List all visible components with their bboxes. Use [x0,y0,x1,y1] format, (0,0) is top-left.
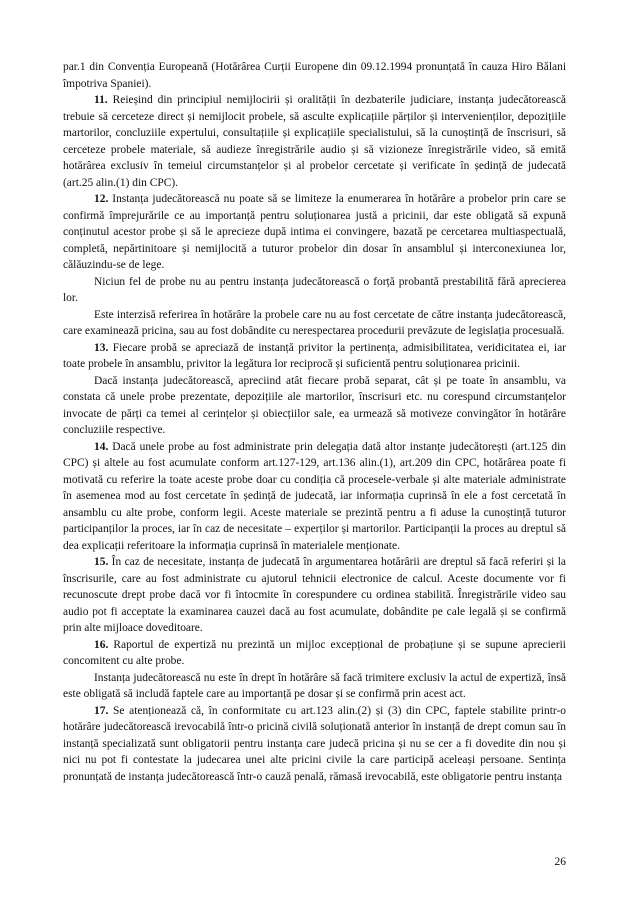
page-number: 26 [554,856,566,868]
paragraph-number: 11. [94,94,108,106]
paragraph-number: 14. [94,440,109,453]
paragraph [63,92,566,191]
paragraph-number: 12. [94,193,109,205]
paragraph-number: 15. [94,556,109,568]
paragraph [63,554,566,637]
paragraph [63,373,566,439]
paragraph-text: În caz de necesitate, instanța de judecată în argumentarea hotărârii are dreptul să facă referiri și la înscrisurile, care au fost administrate cu ajutorul tehnicii electronice de calcul. Aceste documente vor fi recunoscute drept probe dacă vor fi întocmite în corespundere cu ordinea stabilită. Înregistrările video sau audio pot fi acceptate la examinarea cauzei dacă au fost acumulate, dobândite pe cale legală și se confirmă prin alte mijloace doveditoare. [63,556,566,634]
paragraph [63,307,566,340]
paragraph-text: par.1 din Convenția Europeană (Hotărârea Curții Europene din 09.12.1994 pronunțată în cauza Hiro Bălani împotriva Spaniei). [63,61,566,90]
paragraph-number: 13. [94,341,109,354]
paragraph [63,439,566,555]
paragraph [63,191,566,274]
paragraph-text: Dacă unele probe au fost administrate prin delegația dată altor instanțe judecătorești (art.125 din CPC) și altele au fost acumulate conform art.127-129, art.136 alin.(1), art.209 din CPC, hotărârea poate fi motivată cu referire la toate aceste probe doar cu condiția că procesele-verbale și alte materiale administrate în asemenea mod au fost cercetate în ședință de judecată, iar informația cuprinsă în ele a fost cercetată în ansamblu cu alte probe, conform legii. Aceste materiale se prezintă pentru a fi aduse la cunoștință tuturor participanților la proces, iar în caz de necesitate – experților și martorilor. Participanții la proces au dreptul să dea explicații referitoare la informația cuprinsă în materialele menționate. [63,440,566,552]
paragraph-text: Raportul de expertiză nu prezintă un mijloc excepțional de probațiune și se supune aprecierii concomitent cu alte probe. [63,638,566,667]
paragraph-number: 16. [94,638,109,651]
paragraph-text: Reieșind din principiul nemijlocirii și oralității în dezbaterile judiciare, instanța judecătorească trebuie să cerceteze direct și nemijlocit probele, să asculte explicațiile părților și intervenienților, depozițiile martorilor, concluziile expertului, consultațiile și explicațiile specialistului, să la cunoștință de înscrisuri, să cerceteze probele materiale, să audieze înregistrările audio și să vizioneze înregistrările video, să emită hotărârea exclusiv în temeiul circumstanțelor și al probelor cercetate și verificate în ședință de judecată (art.25 alin.(1) din CPC). [63,94,566,189]
paragraph-text: Este interzisă referirea în hotărâre la probele care nu au fost cercetate de către instanța judecătorească, care examinează pricina, sau au fost dobândite cu nerespectarea procedurii prevăzute de legislația procesuală. [63,308,566,337]
paragraph-text: Dacă instanța judecătorească, apreciind atât fiecare probă separat, cât și pe toate în ansamblu, va constata că unele probe prezentate, depozițiile ale martorilor, înscrisuri etc. nu corespund circumstanțelor invocate de părți ca temei al cerințelor și obiecțiilor sale, ea urmează să motiveze convingător în hotărâre concluziile respective. [63,374,566,436]
paragraph-text: Fiecare probă se apreciază de instanță privitor la pertinența, admisibilitatea, veridicitatea ei, iar toate probele în ansamblu, privitor la legătura lor reciprocă și suficientă pentru soluționarea pricinii. [63,341,566,370]
paragraph [63,703,566,786]
paragraph-text: Instanța judecătorească nu este în drept în hotărâre să facă trimitere exclusiv la actul de expertiză, însă este obligată să includă faptele care au importanță pe dosar și se confirmă prin acest act. [63,671,566,700]
paragraph-number: 17. [94,704,109,717]
paragraph-text: Instanța judecătorească nu poate să se limiteze la enumerarea în hotărâre a probelor prin care se confirmă împrejurările ce au importanță pentru soluționarea justă a pricinii, dar este obligată să expună conținutul acestor probe și să le aprecieze după intima ei convingere, bazată pe cercetarea multiaspectuală, completă, nepărtinitoare și nemijlocită a tuturor probelor din dosar în ansamblul și interconexiunea lor, călăuzindu-se de lege. [63,193,566,271]
paragraph [63,59,566,92]
document-body [63,59,566,785]
paragraph [63,637,566,670]
paragraph-text: Se atenționează că, în conformitate cu art.123 alin.(2) și (3) din CPC, faptele stabilite printr-o hotărâre judecătorească irevocabilă într-o pricină civilă soluționată anterior în instanță de drept comun sau în instanță specializată sunt obligatorii pentru instanța care judecă pricina și nu se cer a fi dovedite din nou și nici nu pot fi contestate la judecarea unei alte pricini civile la care participă aceleași persoane. Sentința pronunțată de instanța judecătorească într-o cauză penală, rămasă irevocabilă, este obligatorie pentru instanța [63,704,566,783]
paragraph [63,670,566,703]
paragraph-text: Niciun fel de probe nu au pentru instanța judecătorească o forță probantă prestabilită fără aprecierea lor. [63,275,566,304]
paragraph [63,274,566,307]
paragraph [63,340,566,373]
